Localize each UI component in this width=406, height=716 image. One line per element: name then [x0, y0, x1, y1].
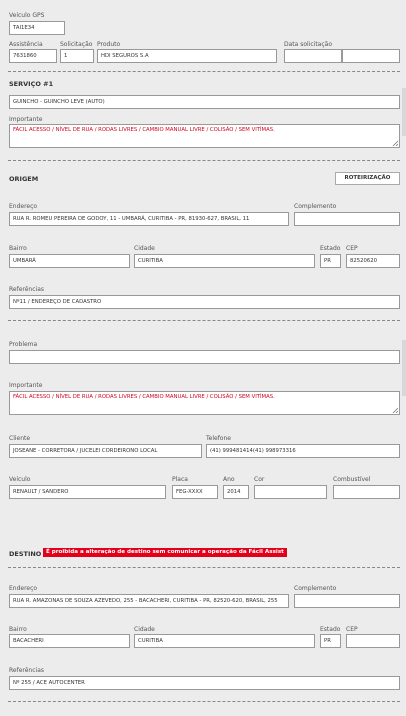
combustivel-field[interactable]	[333, 485, 400, 499]
servico-importante-textarea[interactable]	[9, 124, 400, 148]
divider	[8, 160, 400, 161]
origem-importante-textarea[interactable]	[9, 391, 400, 415]
destino-cidade-label: Cidade	[134, 626, 155, 633]
hora-solicitacao-field[interactable]	[342, 49, 400, 63]
veiculo-gps-label: Veículo GPS	[9, 12, 45, 19]
veiculo-gps-field[interactable]: TAI1E34	[9, 21, 65, 35]
destino-estado-label: Estado	[320, 626, 341, 633]
assistencia-label: Assistência	[9, 41, 43, 48]
origem-complemento-label: Complemento	[294, 203, 337, 210]
divider	[8, 320, 400, 321]
divider	[8, 701, 400, 702]
cor-field[interactable]	[254, 485, 327, 499]
origem-importante-text: FÁCIL ACESSO / NÍVEL DE RUA / RODAS LIVRES / CAMBIO MANUAL LIVRE / COLISÃO / SEM VITÍMAS.	[13, 394, 275, 400]
origem-estado-label: Estado	[320, 245, 341, 252]
ano-label: Ano	[223, 476, 235, 483]
placa-field[interactable]: FEG-XXXX	[172, 485, 218, 499]
roteirizacao-button[interactable]: ROTEIRIZAÇÃO	[335, 172, 400, 185]
origem-importante-label: Importante	[9, 382, 43, 389]
destino-estado-field[interactable]: PR	[320, 634, 341, 648]
resize-grip-icon[interactable]	[392, 140, 398, 146]
destino-warning-banner: É proibida a alteração de destino sem comunicar a operação da Fácil Assist	[43, 548, 287, 557]
cor-label: Cor	[254, 476, 265, 483]
servico-tipo-field[interactable]: GUINCHO - GUINCHO LEVE (AUTO)	[9, 95, 400, 109]
divider	[8, 71, 400, 72]
origem-bairro-field[interactable]: UMBARÁ	[9, 254, 130, 268]
servico-importante-text: FÁCIL ACESSO / NÍVEL DE RUA / RODAS LIVRES / CAMBIO MANUAL LIVRE / COLISÃO / SEM VITÍMAS.	[13, 127, 275, 133]
veiculo-label: Veículo	[9, 476, 31, 483]
destino-title: DESTINO	[9, 550, 42, 558]
destino-bairro-label: Bairro	[9, 626, 27, 633]
solicitacao-field[interactable]: 1	[60, 49, 94, 63]
problema-field[interactable]	[9, 350, 400, 364]
origem-bairro-label: Bairro	[9, 245, 27, 252]
produto-field[interactable]: HDI SEGUROS S.A	[97, 49, 277, 63]
veiculo-field[interactable]: RENAULT / SANDERO	[9, 485, 166, 499]
resize-grip-icon[interactable]	[392, 407, 398, 413]
destino-referencias-field[interactable]: Nº 255 / ACE AUTOCENTER	[9, 676, 400, 690]
cliente-field[interactable]: JOSEANE - CORRETORA / JUCELEI CORDEIRONO LOCAL	[9, 444, 202, 458]
combustivel-label: Combustível	[333, 476, 371, 483]
origem-title: ORIGEM	[9, 175, 39, 183]
destino-bairro-field[interactable]: BACACHERI	[9, 634, 130, 648]
origem-cidade-label: Cidade	[134, 245, 155, 252]
problema-label: Problema	[9, 341, 38, 348]
telefone-label: Telefone	[206, 435, 231, 442]
destino-referencias-label: Referências	[9, 667, 44, 674]
data-solicitacao-label: Data solicitação	[284, 41, 333, 48]
destino-endereco-label: Endereço	[9, 585, 38, 592]
origem-cep-label: CEP	[346, 245, 358, 252]
destino-cep-label: CEP	[346, 626, 358, 633]
servico-importante-label: Importante	[9, 116, 43, 123]
destino-cep-field[interactable]	[346, 634, 400, 648]
destino-endereco-field[interactable]: RUA R. AMAZONAS DE SOUZA AZEVEDO, 255 - BACACHERI, CURITIBA - PR, 82520-620, BRASIL, 255	[9, 594, 289, 608]
origem-endereco-field[interactable]: RUA R. ROMEU PEREIRA DE GODOY, 11 - UMBARÁ, CURITIBA - PR, 81930-627, BRASIL, 11	[9, 212, 289, 226]
servico-title: SERVIÇO #1	[9, 80, 54, 88]
assistencia-field[interactable]: 7631860	[9, 49, 57, 63]
origem-endereco-label: Endereço	[9, 203, 38, 210]
origem-estado-field[interactable]: PR	[320, 254, 341, 268]
origem-cidade-field[interactable]: CURITIBA	[134, 254, 315, 268]
origem-complemento-field[interactable]	[294, 212, 400, 226]
origem-cep-field[interactable]: 82520620	[346, 254, 400, 268]
telefone-field[interactable]: (41) 999481414(41) 998973316	[206, 444, 400, 458]
destino-complemento-label: Complemento	[294, 585, 337, 592]
cliente-label: Cliente	[9, 435, 31, 442]
ano-field[interactable]: 2014	[223, 485, 249, 499]
solicitacao-label: Solicitação	[60, 41, 93, 48]
divider	[8, 567, 400, 568]
produto-label: Produto	[97, 41, 121, 48]
placa-label: Placa	[172, 476, 188, 483]
scrollbar-track[interactable]	[402, 88, 406, 136]
scrollbar-track[interactable]	[402, 340, 406, 396]
origem-referencias-field[interactable]: Nº11 / ENDEREÇO DE CADASTRO	[9, 295, 400, 309]
destino-complemento-field[interactable]	[294, 594, 400, 608]
destino-cidade-field[interactable]: CURITIBA	[134, 634, 315, 648]
origem-referencias-label: Referências	[9, 286, 44, 293]
data-solicitacao-field[interactable]	[284, 49, 342, 63]
